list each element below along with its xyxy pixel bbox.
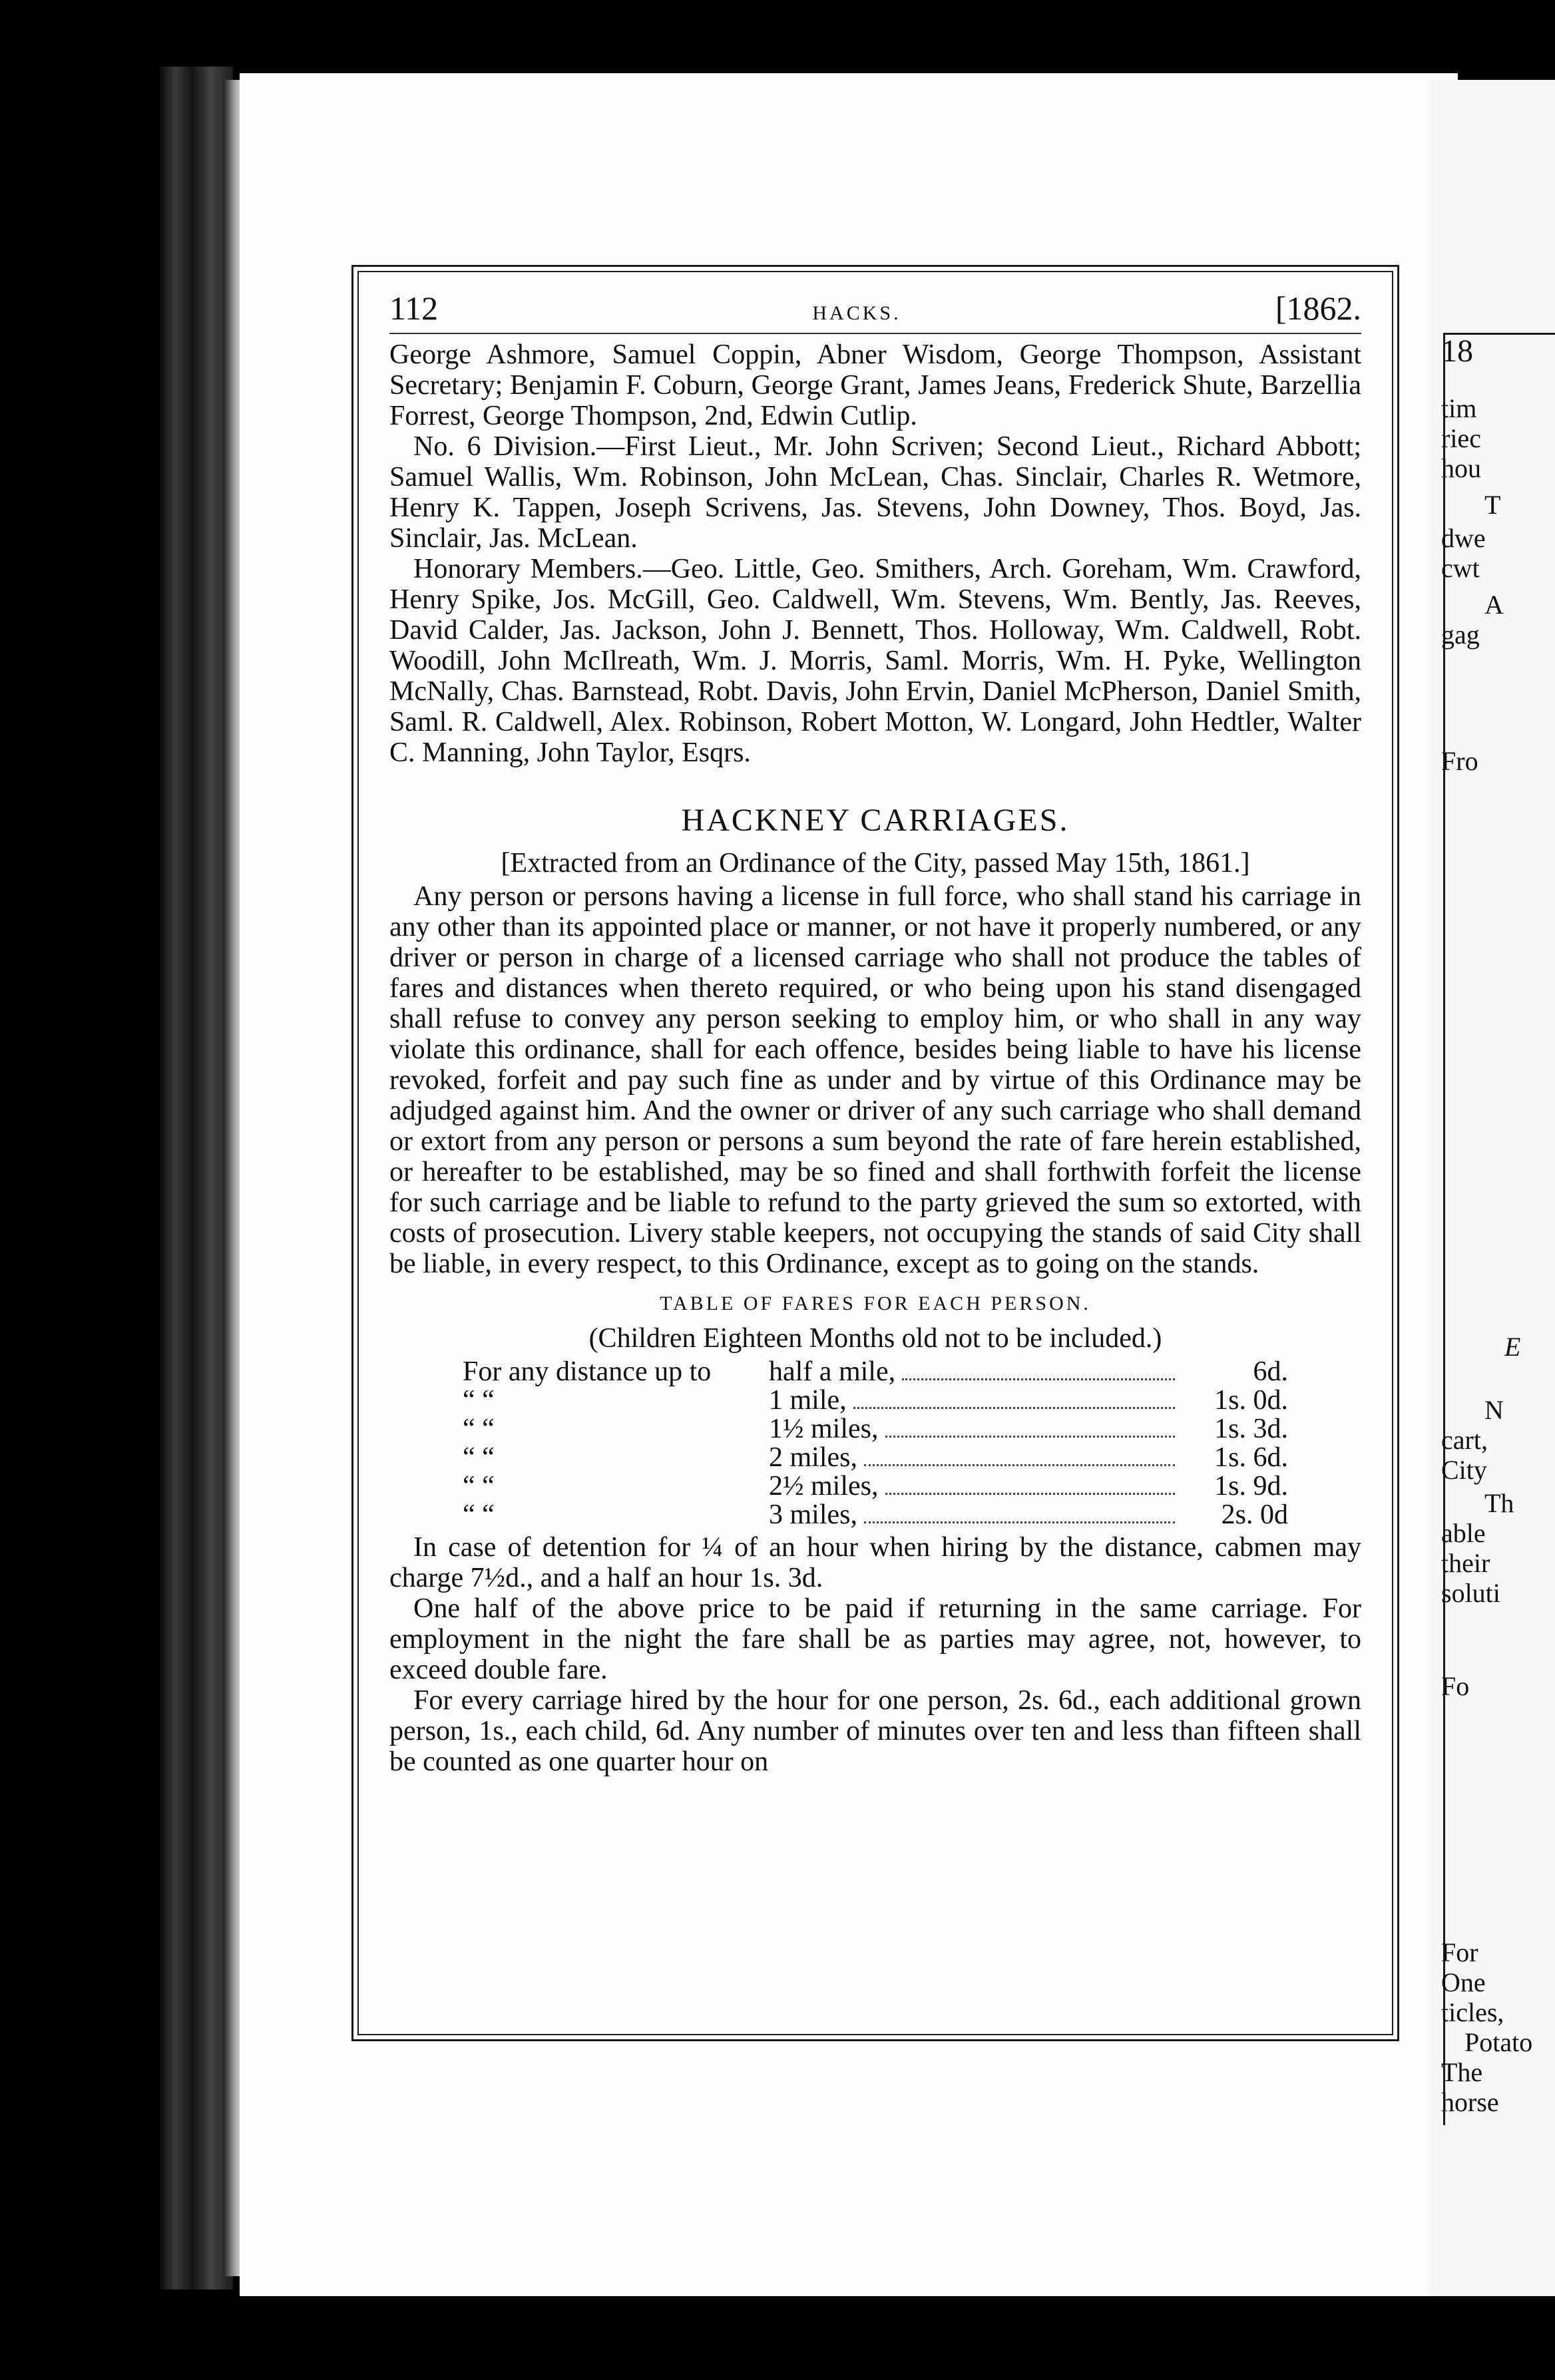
paragraph: In case of detention for ¼ of an hour when hiring by the distance, cabmen may charge 7½d., and a half an hour 1s. 3d.: [389, 1532, 1361, 1593]
leader-dots: [885, 1436, 1176, 1438]
fare-row: [389, 1471, 1361, 1499]
paragraph: George Ashmore, Samuel Coppin, Abner Wisdom, George Thompson, Assistant Secretary; Benjamin F. Coburn, George Grant, James Jeans, Frederick Shute, Barzellia Forrest, George Thompson, 2nd, Edwin Cutlip.: [389, 339, 1361, 431]
fare-amount: 1s. 0d.: [1214, 1385, 1288, 1416]
fare-table: [389, 1356, 1361, 1528]
fare-distance: 1½ miles,: [769, 1414, 879, 1444]
fare-distance: 2 miles,: [769, 1442, 857, 1473]
right-page-text: able: [1441, 1518, 1486, 1548]
fare-row: [389, 1499, 1361, 1528]
leader-dots: [885, 1493, 1176, 1495]
right-page-text: A: [1484, 590, 1504, 620]
right-page-text: riec: [1441, 423, 1481, 453]
fare-distance: half a mile,: [769, 1356, 896, 1387]
fare-prefix: “ “: [463, 1471, 495, 1501]
right-page-text: cwt: [1441, 553, 1480, 583]
page-content: [389, 290, 1361, 1777]
right-page-text: gag: [1441, 620, 1480, 650]
paragraph: One half of the above price to be paid if returning in the same carriage. For employment in the night the fare shall be as parties may agree, not, however, to exceed double fare.: [389, 1593, 1361, 1685]
right-page-text: One: [1441, 1967, 1486, 1997]
fare-prefix: “ “: [463, 1442, 495, 1473]
right-page-text: ticles,: [1441, 1997, 1504, 2027]
fare-amount: 1s. 6d.: [1214, 1442, 1288, 1473]
fare-amount: 6d.: [1253, 1356, 1288, 1387]
right-page-text: dwe: [1441, 523, 1486, 553]
right-page-text: 18: [1441, 333, 1473, 369]
page-number: 112: [389, 290, 439, 327]
paragraph: For every carriage hired by the hour for one person, 2s. 6d., each additional grown person, 1s., each child, 6d. Any number of minutes over ten and less than fifteen shall be counted as one quarter hour on: [389, 1685, 1361, 1777]
right-page-text: For: [1441, 1937, 1478, 1967]
fare-amount: 1s. 9d.: [1214, 1471, 1288, 1501]
leader-dots: [902, 1378, 1175, 1380]
page-edge: [223, 80, 242, 2276]
right-page-text: E: [1504, 1332, 1521, 1362]
fare-distance: 3 miles,: [769, 1499, 857, 1530]
leader-dots: [853, 1407, 1175, 1409]
fare-prefix: “ “: [463, 1385, 495, 1416]
fare-table-title: TABLE OF FARES FOR EACH PERSON.: [660, 1292, 1091, 1314]
section-title: HACKNEY CARRIAGES.: [681, 803, 1070, 838]
fare-amount: 1s. 3d.: [1214, 1414, 1288, 1444]
right-page-text: The: [1441, 2057, 1483, 2087]
paragraph: Honorary Members.—Geo. Little, Geo. Smithers, Arch. Goreham, Wm. Crawford, Henry Spike, Jos. McGill, Geo. Caldwell, Wm. Stevens, Wm. Bently, Jas. Reeves, David Calder, Jas. Jackson, John J. Bennett, Thos. Holloway, Wm. Caldwell, Robt. Woodill, John McIlreath, Wm. J. Morris, Saml. Morris, Wm. H. Pyke, Wellington McNally, Chas. Barnstead, Robt. Davis, John Ervin, Daniel McPherson, Daniel Smith, Saml. R. Caldwell, Alex. Robinson, Robert Motton, W. Longard, John Hedtler, Walter C. Manning, John Taylor, Esqrs.: [389, 554, 1361, 768]
leader-dots: [864, 1521, 1175, 1523]
book-spine: [160, 67, 233, 2289]
ordinance-note: [Extracted from an Ordinance of the City, passed May 15th, 1861.]: [501, 848, 1250, 879]
main-paragraph: Any person or persons having a license in full force, who shall stand his carriage in any other than its appointed place or manner, or not have it properly numbered, or any driver or person in charge of a licensed carriage who shall not produce the tables of fares and distances when thereto required, or who being upon his stand disengaged shall refuse to convey any person seeking to employ him, or who shall in any way violate this ordinance, shall for each offence, besides being liable to have his license revoked, forfeit and pay such fine as under and by virtue of this Ordinance may be adjudged against him. And the owner or driver of any such carriage who shall demand or extort from any person or persons a sum beyond the rate of fare herein established, or hereafter to be established, may be so fined and shall forthwith forfeit the license for such carriage and be liable to refund to the party grieved the sum so extorted, with costs of prosecution. Livery stable keepers, not occupying the stands of said City shall be liable, in every respect, to this Ordinance, except as to going on the stands.: [389, 881, 1361, 1279]
right-page-text: Th: [1484, 1488, 1514, 1518]
right-page-text: horse: [1441, 2087, 1499, 2117]
right-page-text: T: [1484, 490, 1501, 520]
right-page-text: N: [1484, 1395, 1504, 1425]
right-page-text: Fo: [1441, 1671, 1470, 1701]
fare-row: [389, 1385, 1361, 1414]
fare-amount: 2s. 0d: [1221, 1499, 1288, 1530]
right-page-text: City: [1441, 1455, 1487, 1485]
right-page-text: Potato: [1464, 2027, 1533, 2057]
fare-prefix: For any distance up to: [463, 1356, 712, 1387]
fare-table-subtitle: (Children Eighteen Months old not to be included.): [588, 1323, 1162, 1354]
fare-prefix: “ “: [463, 1499, 495, 1530]
right-page-text: cart,: [1441, 1425, 1488, 1455]
leader-dots: [864, 1464, 1175, 1466]
fare-distance: 1 mile,: [769, 1385, 847, 1416]
right-page-fragment: [1431, 80, 1555, 2296]
fare-distance: 2½ miles,: [769, 1471, 879, 1501]
running-title: HACKS.: [812, 302, 901, 324]
right-page-text: their: [1441, 1548, 1490, 1578]
fare-row: [389, 1356, 1361, 1385]
right-page-text: Fro: [1441, 746, 1478, 776]
right-page-text: hou: [1441, 453, 1481, 483]
running-header: [389, 290, 1361, 334]
fare-prefix: “ “: [463, 1414, 495, 1444]
fare-row: [389, 1442, 1361, 1471]
right-page-text: tim: [1441, 393, 1477, 423]
paragraph: No. 6 Division.—First Lieut., Mr. John Scriven; Second Lieut., Richard Abbott; Samuel Wallis, Wm. Robinson, John McLean, Chas. Sinclair, Charles R. Wetmore, Henry K. Tappen, Joseph Scrivens, Jas. Stevens, John Downey, Thos. Boyd, Jas. Sinclair, Jas. McLean.: [389, 431, 1361, 554]
fare-row: [389, 1414, 1361, 1442]
right-page-text: soluti: [1441, 1578, 1500, 1608]
running-year: [1862.: [1275, 290, 1361, 327]
